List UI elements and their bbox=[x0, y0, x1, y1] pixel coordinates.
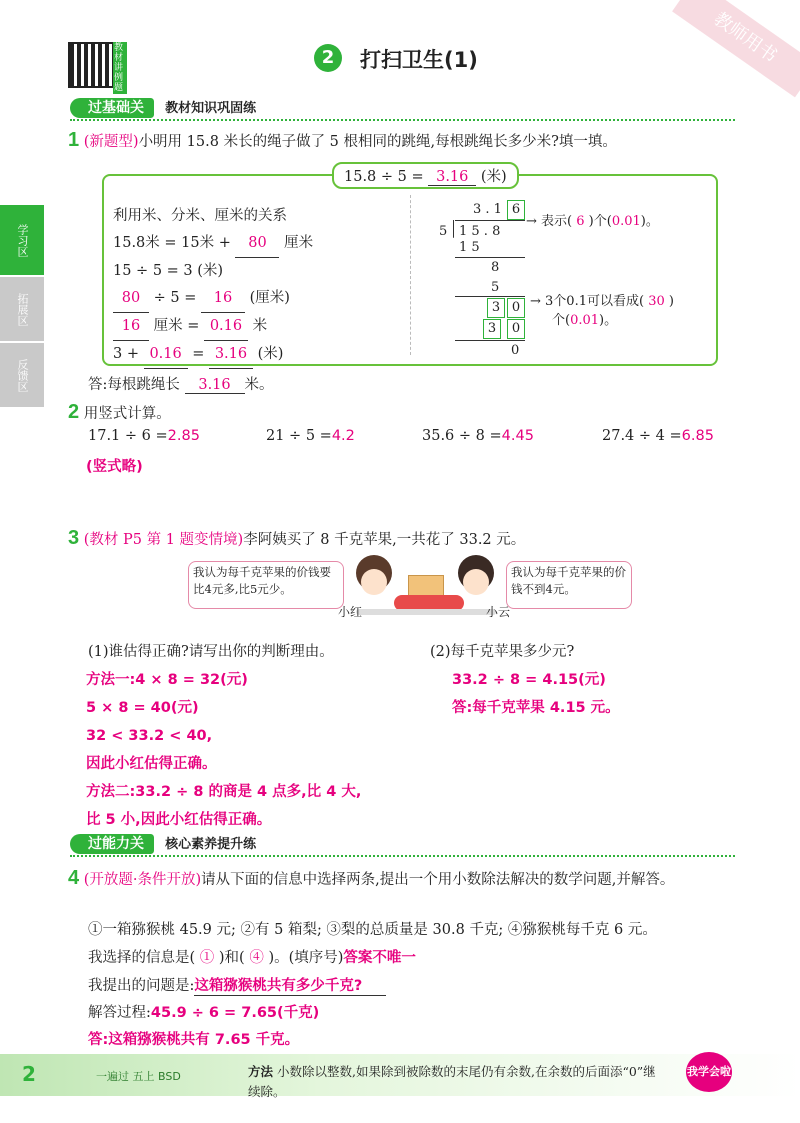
q1-left-work: 利用米、分米、厘米的关系 15.8米 = 15米 + 80 厘米 15 ÷ 5 = 3 (米) 80 ÷ 5 = 16 (厘米) 16 厘米 = 0.16 米 3 + 0.16 = 3.16 (米) bbox=[113, 203, 313, 369]
qr-label: 教材讲例题 bbox=[113, 42, 127, 94]
question-3: 3 (教材 P5 第 1 题变情境)李阿姨买了 8 千克苹果,一共花了 33.2 元。 bbox=[68, 527, 526, 549]
section-bar-basic bbox=[70, 97, 735, 121]
q1-answer: 答:每根跳绳长 3.16 米。 bbox=[88, 377, 274, 393]
q3-sub1: (1)谁估得正确?请写出你的判断理由。 bbox=[88, 644, 334, 660]
corner-stamp: 教师用书 bbox=[672, 0, 800, 97]
section-badge-basic: 过基础关 bbox=[70, 98, 154, 118]
side-tab-extend[interactable]: 拓展区 bbox=[0, 277, 44, 341]
lesson-number-badge: 2 bbox=[314, 44, 342, 72]
side-tab-feedback[interactable]: 反馈区 bbox=[0, 343, 44, 407]
side-tab-study[interactable]: 学习区 bbox=[0, 205, 44, 275]
girl-left-face-icon bbox=[361, 569, 387, 595]
method-note: 方法 小数除以整数,如果除到被除数的末尾仍有余数,在余数的后面添“0”继续除。 bbox=[248, 1064, 656, 1099]
q4-final: 答:这箱猕猴桃共有 7.65 千克。 bbox=[88, 1032, 300, 1048]
q4-question: 我提出的问题是:这箱猕猴桃共有多少千克? bbox=[88, 974, 386, 996]
q3-answer-1: 方法一:4 × 8 = 32(元) 5 × 8 = 40(元) 32 < 33.2 < 40, 因此小红估得正确。 方法二:33.2 ÷ 8 的商是 4 点多,比 4 大, 比 5 小,因此小红估得正确。 bbox=[86, 672, 362, 828]
name-left: 小红 bbox=[338, 605, 363, 619]
qr-code bbox=[68, 42, 114, 88]
q1-note-arrow: → 表示( 6 )个(0.01)。 bbox=[526, 214, 659, 229]
question-tag: (新题型) bbox=[83, 134, 139, 150]
speech-bubble-left: 我认为每千克苹果的价钱要比4元多,比5元少。 bbox=[188, 561, 344, 609]
q3-sub2: (2)每千克苹果多少元? bbox=[430, 644, 575, 660]
q2-note: (竖式略) bbox=[86, 459, 143, 475]
speech-bubble-right: 我认为每千克苹果的价钱不到4元。 bbox=[506, 561, 632, 609]
name-right: 小云 bbox=[486, 605, 511, 619]
question-1 bbox=[68, 129, 748, 152]
q1-equation: 15.8 ÷ 5 = 3.16 (米) bbox=[332, 162, 519, 189]
girl-right-face-icon bbox=[463, 569, 489, 595]
section-bar-ability bbox=[70, 833, 735, 857]
table-icon bbox=[356, 609, 496, 615]
question-number: 1 bbox=[68, 129, 80, 151]
corner-badge: 我学会啦 bbox=[686, 1052, 732, 1092]
book-label: 一遍过 五上 BSD bbox=[96, 1070, 181, 1083]
q4-info: ①一箱猕猴桃 45.9 元; ②有 5 箱梨; ③梨的总质量是 30.8 千克; ④猕猴桃每千克 6 元。 bbox=[88, 922, 657, 938]
q1-divider bbox=[410, 195, 411, 355]
side-tabs bbox=[0, 205, 46, 407]
question-4: 4 (开放题·条件开放)请从下面的信息中选择两条,提出一个用小数除法解决的数学问题,并解答。 bbox=[68, 867, 675, 889]
page-number: 2 bbox=[22, 1062, 36, 1086]
section-subtitle-ability: 核心素养提升练 bbox=[165, 837, 257, 852]
q1-long-division: 3 . 1 6 5 1 5 . 8 1 5 8 5 3 0 3 0 0 bbox=[435, 200, 535, 360]
q4-choose: 我选择的信息是( ① )和( ④ )。(填序号)答案不唯一 bbox=[88, 950, 416, 966]
section-subtitle-basic: 教材知识巩固练 bbox=[165, 101, 257, 116]
q4-process: 解答过程:45.9 ÷ 6 = 7.65(千克) bbox=[88, 1005, 320, 1021]
page-title: 打扫卫生(1) bbox=[360, 48, 478, 72]
q3-answer-2: 33.2 ÷ 8 = 4.15(元) 答:每千克苹果 4.15 元。 bbox=[452, 672, 620, 716]
question-text: 小明用 15.8 米长的绳子做了 5 根相同的跳绳,每根跳绳长多少米?填一填。 bbox=[138, 134, 617, 150]
question-2: 2 用竖式计算。 bbox=[68, 401, 171, 423]
q1-note-bracket: → 3个0.1可以看成( 30 ) 个(0.01)。 bbox=[530, 294, 674, 328]
q3-illustration bbox=[188, 555, 633, 623]
section-badge-ability: 过能力关 bbox=[70, 834, 154, 854]
